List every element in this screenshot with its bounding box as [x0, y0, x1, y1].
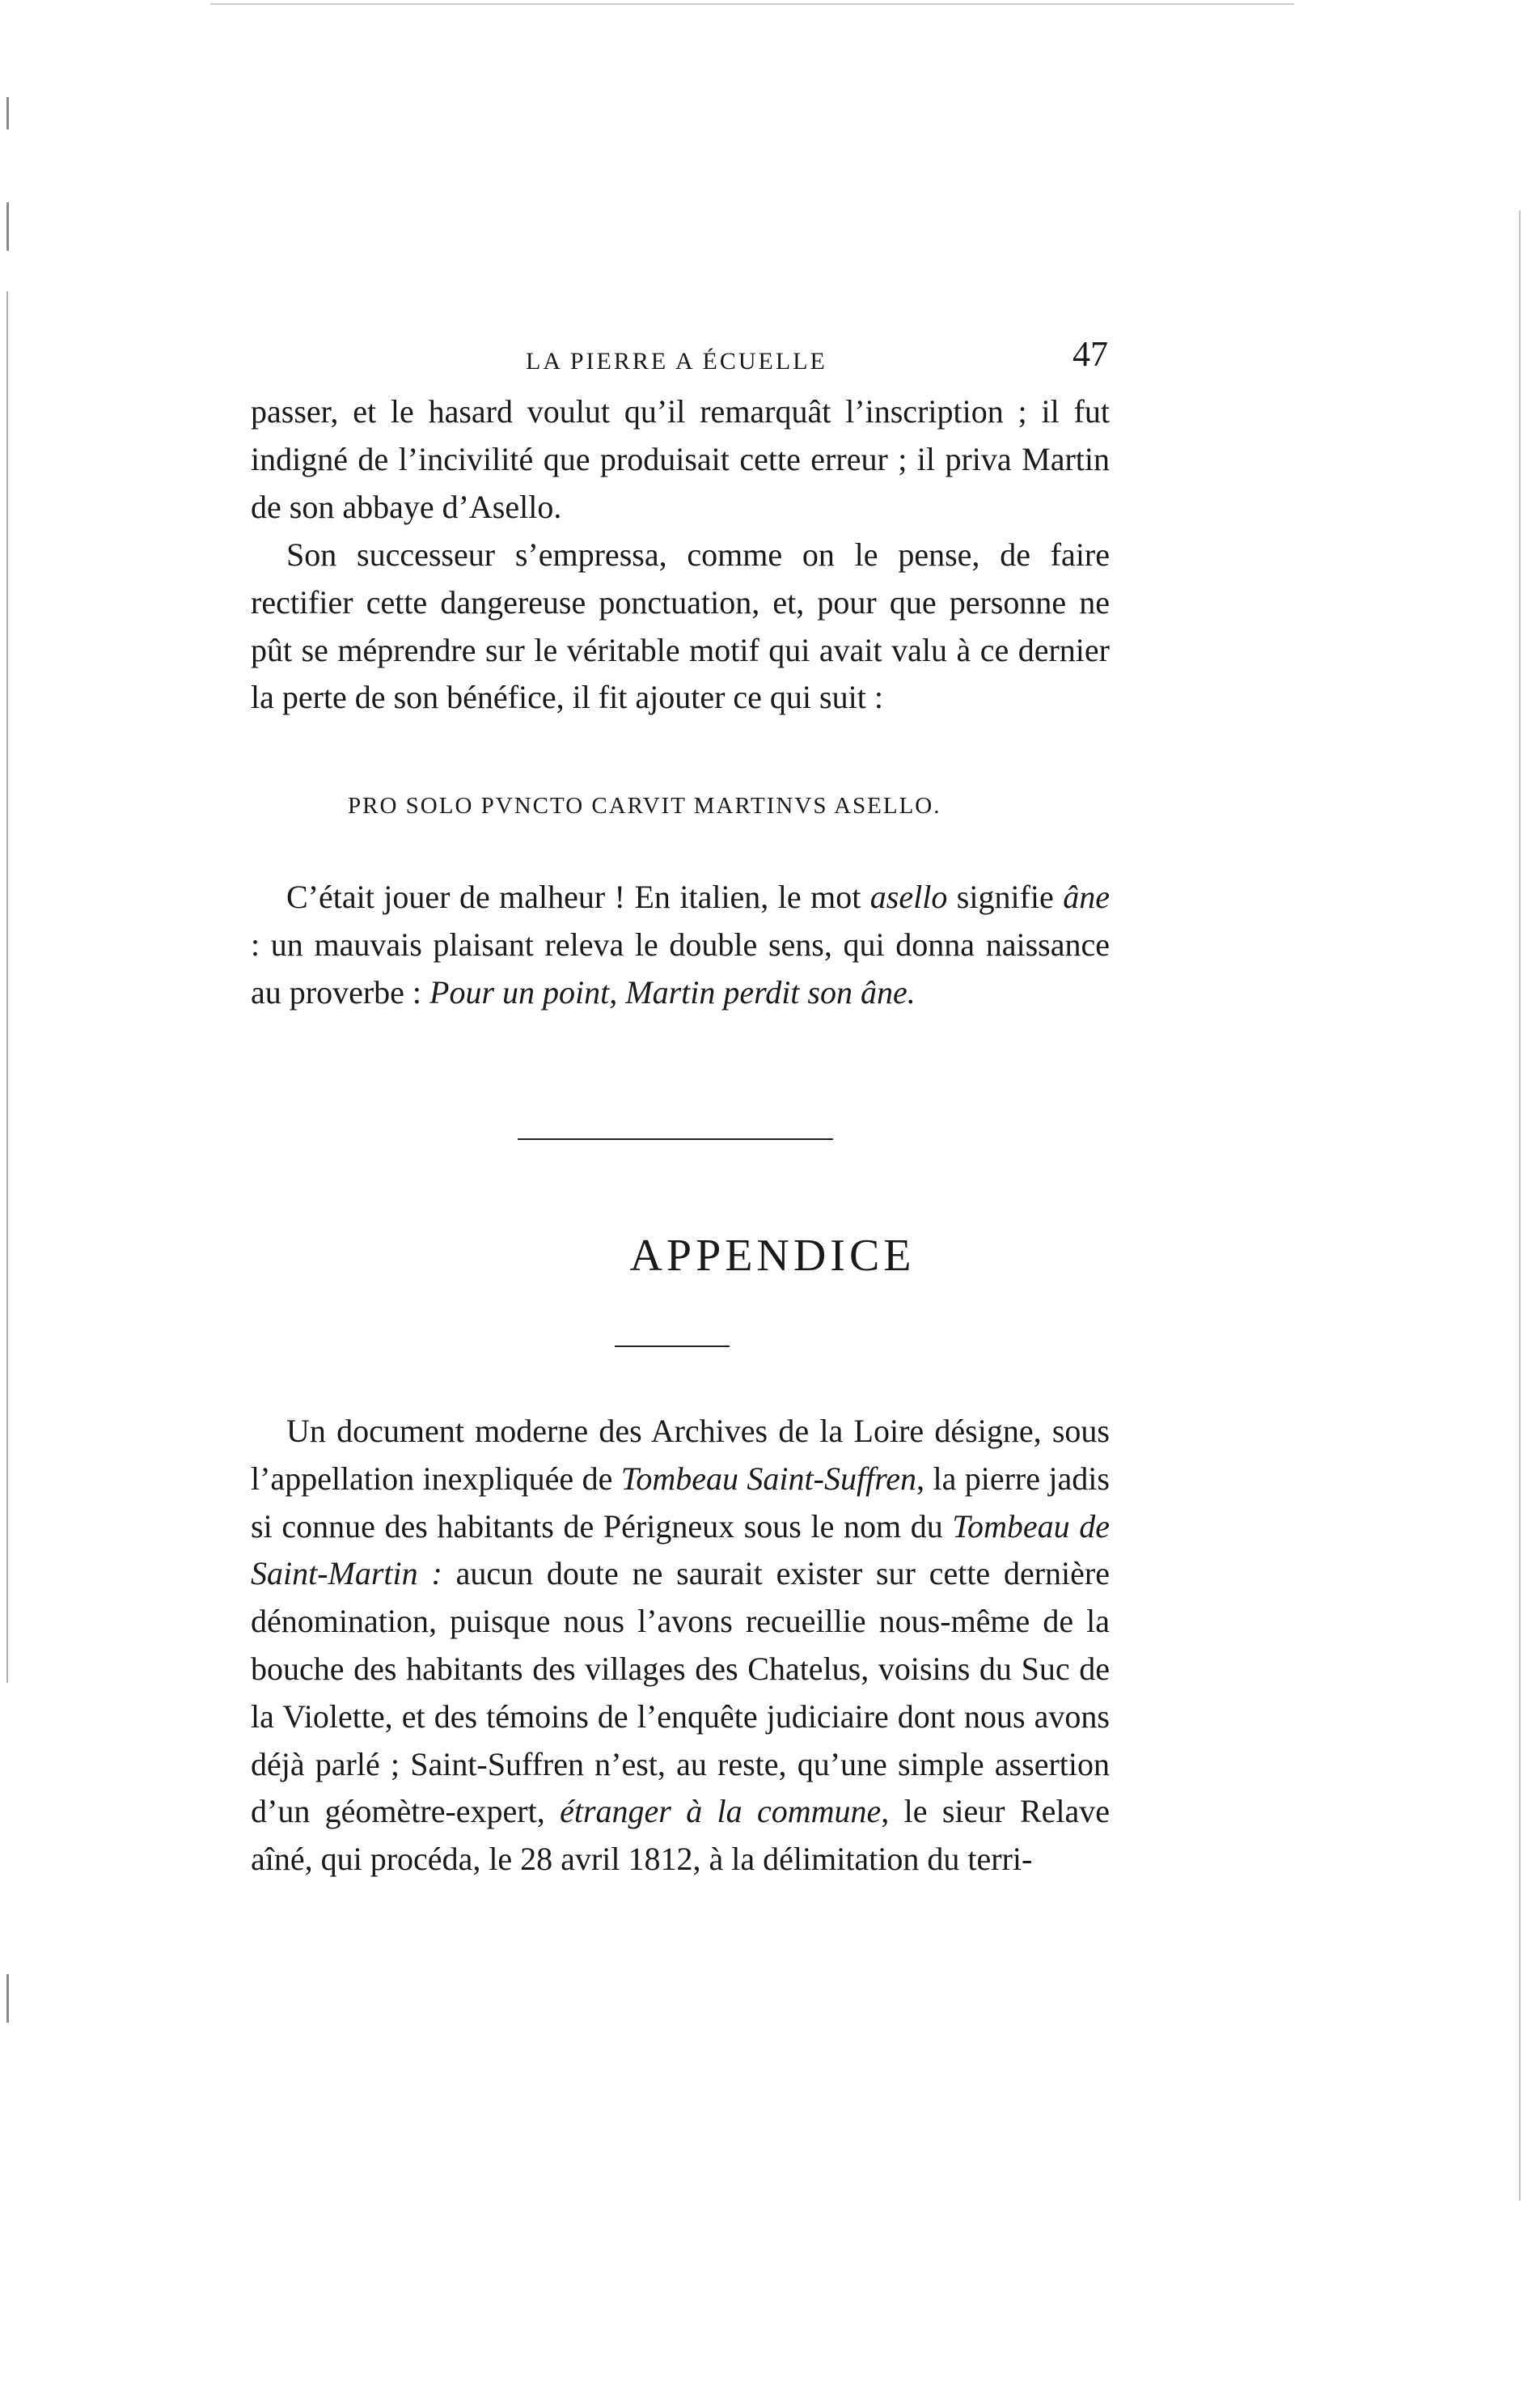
- latin-inscription: PRO SOLO PVNCTO CARVIT MARTINVS ASELLO.: [348, 793, 941, 819]
- text-run: , la pierre jadis si connue des habitants de Périgneux sous le nom du: [251, 1460, 1110, 1545]
- text-run: aucun doute ne saurait exister sur cette dernière dénomination, puisque nous l’avons recueillie nous-même de la bouche des habitants des villages des Chatelus, voisins du Suc de la Violette, et des témoins de l’enquête judiciaire dont nous avons déjà parlé ; Saint-Suffren n’est, au reste, qu’une simple assertion d’un géomètre-expert,: [251, 1555, 1111, 1830]
- text-run: , le sieur Relave aîné, qui procéda, le 28 avril 1812, à la délimitation du terri-: [251, 1793, 1110, 1878]
- scan-right-edge-mark: [1519, 210, 1521, 2201]
- text-run: C’était jouer de malheur ! En italien, le mot: [286, 879, 870, 915]
- italic-word-ane: âne: [1063, 879, 1111, 915]
- heading-underline: [615, 1345, 730, 1347]
- continuation-paragraph: [251, 388, 1110, 531]
- italic-tombeau-saint-suffren: Tombeau Saint-Suffren: [620, 1460, 917, 1497]
- italic-tombeau-saint-martin: Tombeau de Saint-Martin :: [251, 1507, 1110, 1592]
- scan-left-edge-mark: [6, 291, 8, 1683]
- running-head: [251, 332, 1108, 388]
- running-title: LA PIERRE A ÉCUELLE: [526, 348, 827, 375]
- paragraph-text: passer, et le hasard voulut qu’il remarquât l’inscription ; il fut indigné de l’incivilité que produisait cette erreur ; il priva Martin de son abbaye d’Asello.: [251, 393, 1110, 525]
- text-run: Un document moderne des Archives de la Loire désigne, sous l’appellation inexpliquée de: [251, 1413, 1110, 1497]
- paragraph-text: [251, 874, 1110, 1016]
- appendix-heading: APPENDICE: [629, 1231, 916, 1281]
- italic-word-asello: asello: [869, 879, 948, 915]
- scan-left-edge-mark: [6, 202, 9, 251]
- paragraph-successeur: [251, 532, 1110, 722]
- paragraph-malheur: [251, 874, 1110, 1016]
- paragraph-text: Son successeur s’empressa, comme on le pense, de faire rectifier cette dangereuse ponctuation, et, pour que personne ne pût se méprendre sur le véritable motif qui avait valu à ce dernier la perte de son bénéfice, il fit ajouter ce qui suit :: [251, 536, 1110, 716]
- section-divider: [518, 1138, 833, 1140]
- text-run: signifie: [947, 879, 1064, 915]
- page-number: 47: [1072, 334, 1108, 374]
- italic-etranger-commune: étranger à la commune: [560, 1793, 882, 1830]
- italic-proverb: Pour un point, Martin perdit son âne.: [429, 973, 916, 1011]
- scan-left-edge-mark: [6, 97, 9, 129]
- scan-left-edge-mark: [6, 1974, 9, 2023]
- text-run: : un mauvais plaisant releva le double sens, qui donna naissance au proverbe :: [251, 926, 1110, 1011]
- paragraph-document: [251, 1408, 1110, 1884]
- paragraph-text: [251, 1408, 1110, 1884]
- scan-top-edge: [210, 3, 1294, 5]
